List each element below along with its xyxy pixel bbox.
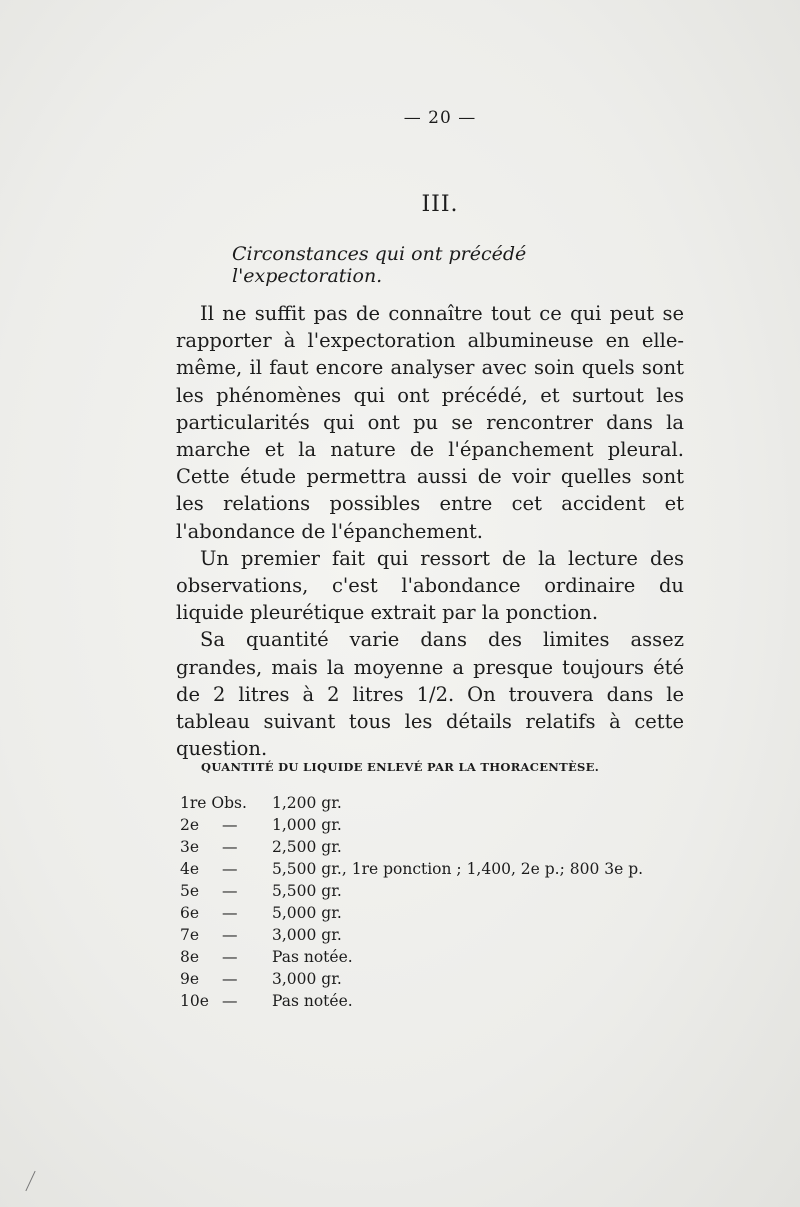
pencil-mark [25,1171,35,1191]
paragraph: Un premier fait qui ressort de la lecture des observations, c'est l'abondance ordinaire du liquide pleurétique extrait par la ponction. [176,546,684,625]
section-title: Circonstances qui ont précédé l'expectoration. [232,243,527,287]
dash [222,792,272,814]
volume-value: 3,000 gr. [272,926,342,944]
table-row [180,924,660,946]
table-row [180,792,660,814]
volume-table [180,792,660,1012]
body-text [176,300,684,762]
volume-value: Pas notée. [272,948,353,966]
observation-number: 2e [180,816,200,834]
volume-value: 3,000 gr. [272,970,342,988]
table-row [180,902,660,924]
table-row [180,946,660,968]
paragraph: Sa quantité varie dans des limites assez grandes, mais la moyenne a presque toujours été de 2 litres à 2 litres 1/2. On trouvera dans le tableau suivant tous les détails relatifs à cette question. [176,628,684,761]
observation-number: 1re Obs. [180,794,247,812]
dash: — [222,816,238,834]
observation-number: 9e [180,970,200,988]
dash: — [222,970,238,988]
volume-value: 1,000 gr. [272,816,342,834]
volume-value: 5,000 gr. [272,904,342,922]
dash: — [222,926,238,944]
observation-number: 5e [180,882,200,900]
volume-value: 2,500 gr. [272,838,342,856]
volume-value: 1,200 gr. [272,794,342,812]
dash: — [222,948,238,966]
table-row [180,968,660,990]
observation-number: 4e [180,860,200,878]
volume-value: 5,500 gr. [272,882,342,900]
dash: — [222,860,238,878]
page-number: — 20 — [403,108,477,128]
table-row [180,990,660,1012]
table-row [180,880,660,902]
dash: — [222,992,238,1010]
table-row [180,836,660,858]
dash: — [222,904,238,922]
section-number: III. [421,192,459,217]
table-caption: QUANTITÉ DU LIQUIDE ENLEVÉ PAR LA THORACENTÈSE. [201,760,600,774]
dash: — [222,882,238,900]
observation-number: 8e [180,948,200,966]
observation-number: 10e [180,992,209,1010]
paragraph: Il ne suffit pas de connaître tout ce qui peut se rapporter à l'expectoration albumineuse en elle-même, il faut encore analyser avec soin quels sont les phénomènes qui ont précédé, et surtout les particularités qui ont pu se rencontrer dans la marche et la nature de l'épanchement pleural. Cette étude permettra aussi de voir quelles sont les relations possibles entre cet accident et l'abondance de l'épanchement. [176,302,684,543]
volume-value: 5,500 gr., 1re ponction ; 1,400, 2e p.; 800 3e p. [272,860,644,878]
observation-number: 7e [180,926,200,944]
observation-number: 6e [180,904,200,922]
volume-value: Pas notée. [272,992,353,1010]
dash: — [222,838,238,856]
table-row [180,814,660,836]
observation-number: 3e [180,838,200,856]
table-row [180,858,660,880]
